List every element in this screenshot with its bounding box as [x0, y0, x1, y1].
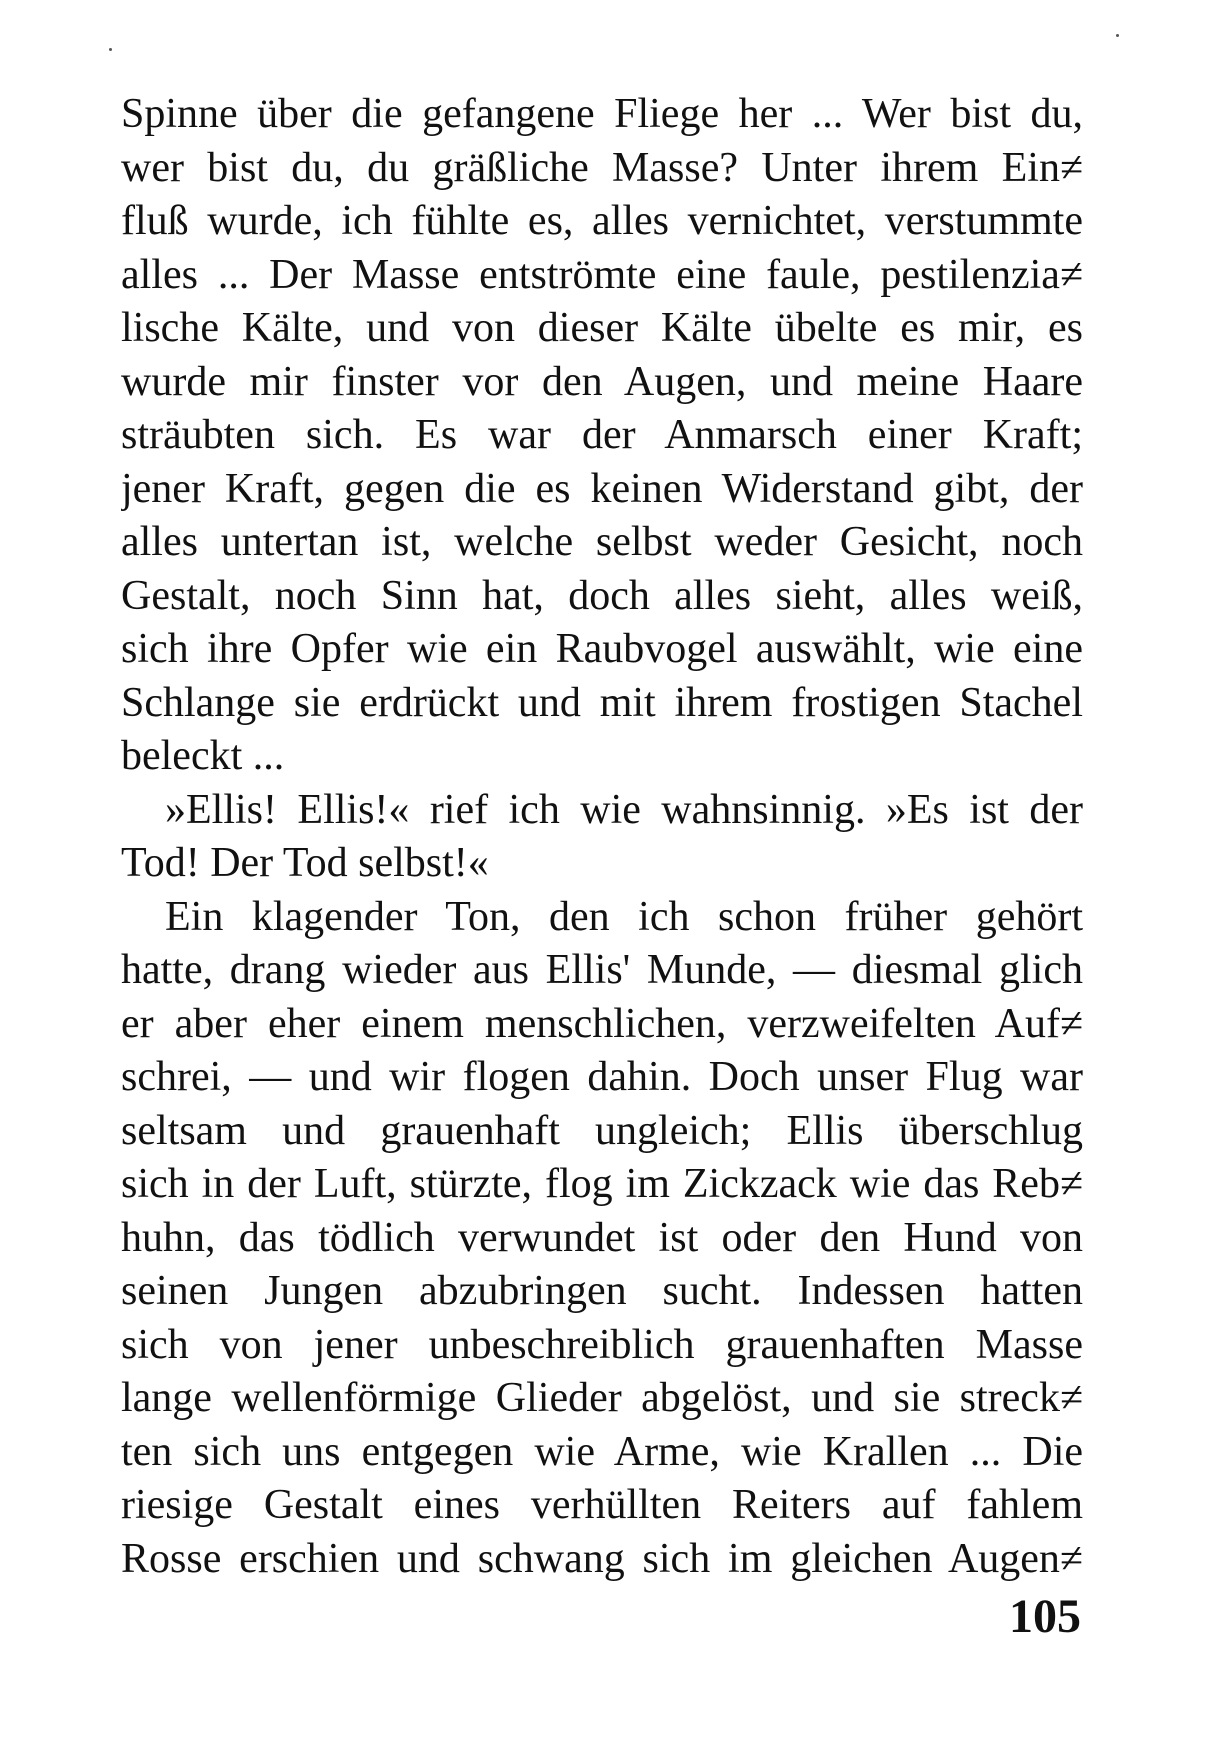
text-line: beleckt ...: [121, 733, 285, 779]
text-line: Rosse erschien und schwang sich im gleichen Augen≠: [121, 1535, 1083, 1582]
text-line: er aber eher einem menschlichen, verzweifelten Auf≠: [121, 1000, 1083, 1047]
text-line: alles ... Der Masse entströmte eine faule, pestilenzia≠: [121, 251, 1083, 298]
text-line: jener Kraft, gegen die es keinen Widerstand gibt, der: [121, 465, 1083, 512]
text-line: lange wellenförmige Glieder abgelöst, und sie streck≠: [121, 1375, 1083, 1421]
text-line: alles untertan ist, welche selbst weder Gesicht, noch: [121, 519, 1083, 565]
text-line: seltsam und grauenhaft ungleich; Ellis überschlug: [121, 1107, 1083, 1154]
text-line: wurde mir finster vor den Augen, und meine Haare: [121, 358, 1083, 405]
text-line: hatte, drang wieder aus Ellis' Munde, — diesmal glich: [121, 947, 1083, 993]
text-line: sich ihre Opfer wie ein Raubvogel auswählt, wie eine: [121, 626, 1083, 672]
print-speck: [1116, 34, 1119, 37]
text-line: schrei, — und wir flogen dahin. Doch unser Flug war: [121, 1054, 1083, 1100]
text-line: sich von jener unbeschreiblich grauenhaften Masse: [121, 1321, 1083, 1368]
text-line: huhn, das tödlich verwundet ist oder den Hund von: [121, 1214, 1083, 1261]
text-line: fluß wurde, ich fühlte es, alles vernichtet, verstummte: [121, 198, 1083, 244]
text-line: »Ellis! Ellis!« rief ich wie wahnsinnig. »Es ist der: [165, 786, 1083, 833]
text-line: Ein klagender Ton, den ich schon früher gehört: [165, 893, 1083, 940]
text-line: sich in der Luft, stürzte, flog im Zickzack wie das Reb≠: [121, 1161, 1083, 1207]
text-line: wer bist du, du gräßliche Masse? Unter ihrem Ein≠: [121, 144, 1083, 191]
text-line: Gestalt, noch Sinn hat, doch alles sieht, alles weiß,: [121, 572, 1083, 619]
page-number: 105: [1009, 1590, 1081, 1643]
text-line: Tod! Der Tod selbst!«: [121, 840, 489, 886]
print-speck: [109, 48, 112, 51]
body-text: [121, 88, 1083, 1586]
text-line: lische Kälte, und von dieser Kälte übelte es mir, es: [121, 305, 1083, 351]
text-line: Spinne über die gefangene Fliege her ... Wer bist du,: [121, 91, 1083, 137]
text-line: riesige Gestalt eines verhüllten Reiters auf fahlem: [121, 1482, 1083, 1528]
text-line: ten sich uns entgegen wie Arme, wie Krallen ... Die: [121, 1428, 1083, 1475]
text-line: Schlange sie erdrückt und mit ihrem frostigen Stachel: [121, 679, 1083, 726]
text-line: seinen Jungen abzubringen sucht. Indessen hatten: [121, 1268, 1083, 1314]
text-line: sträubten sich. Es war der Anmarsch einer Kraft;: [121, 412, 1083, 458]
